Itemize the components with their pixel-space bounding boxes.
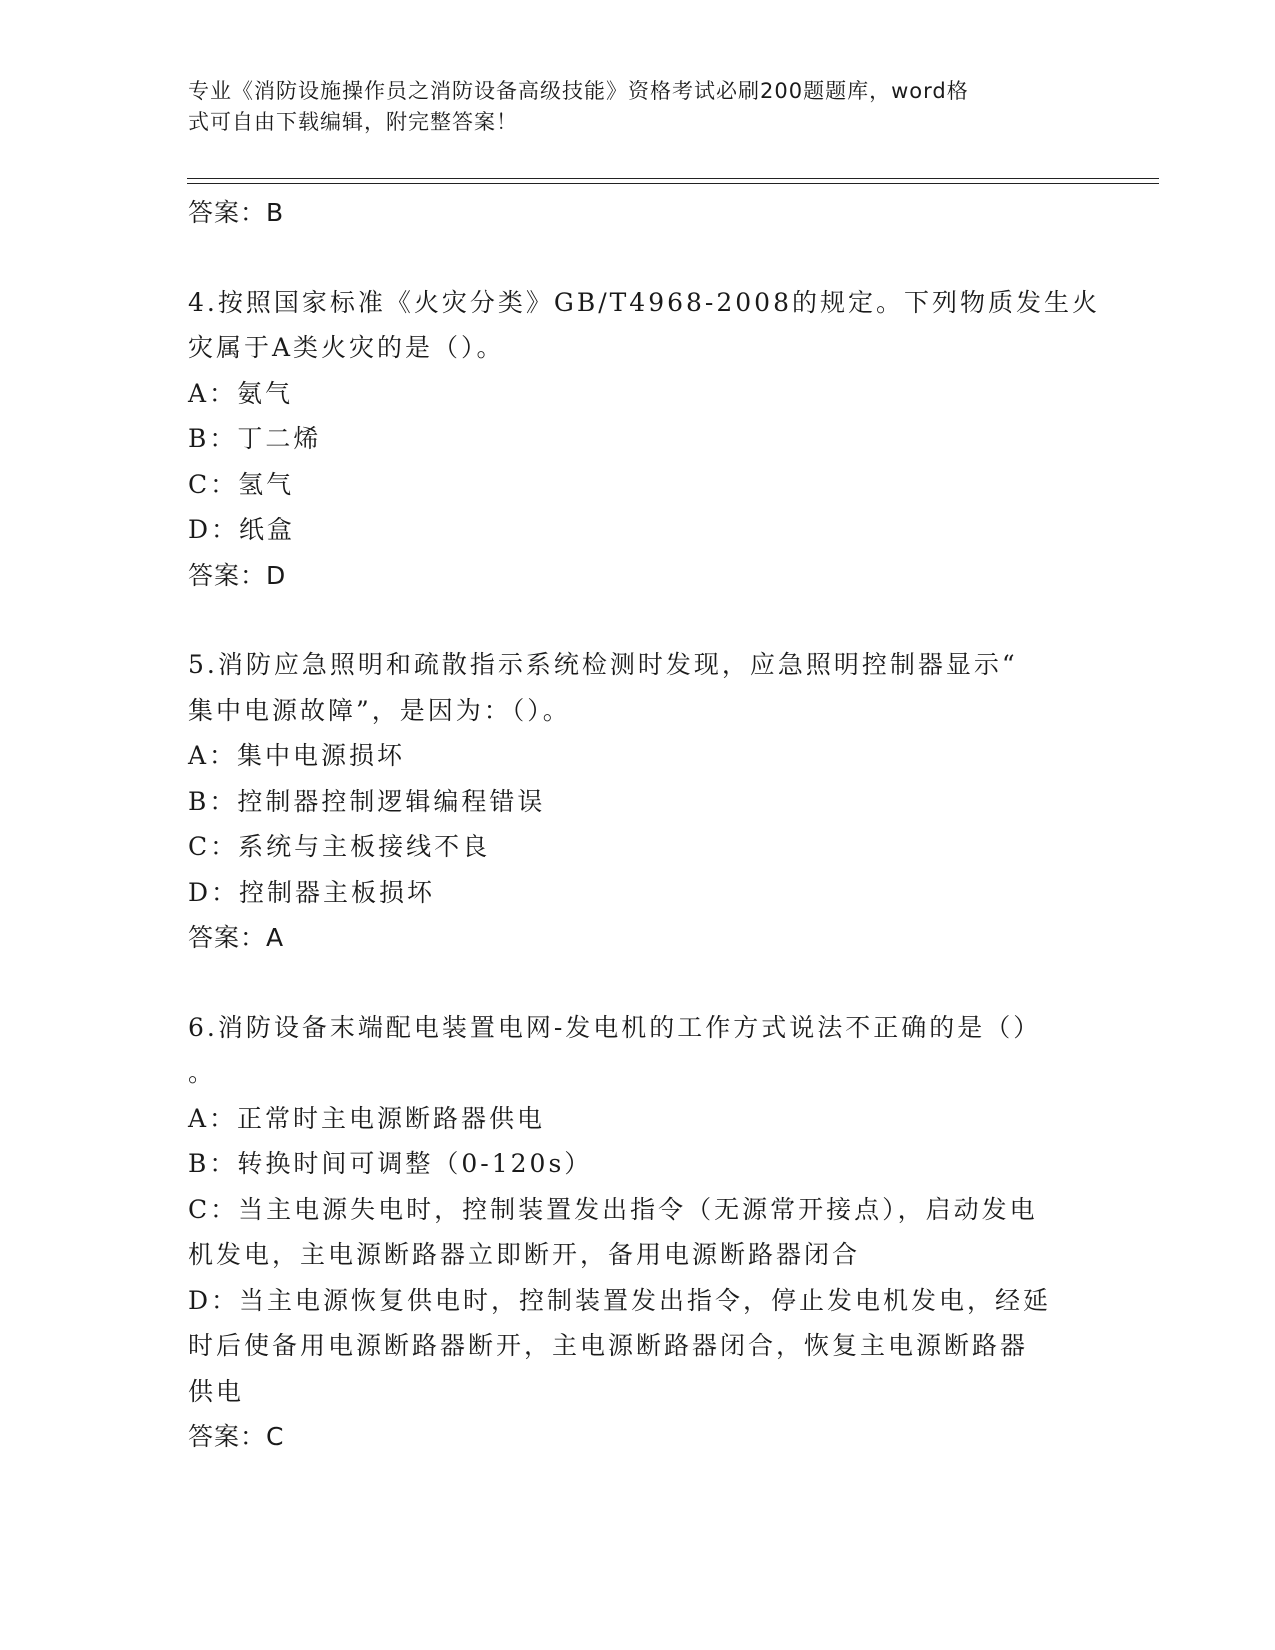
spacer: [188, 961, 1088, 1005]
question-text-line: 灾属于A类火灾的是（）。: [188, 333, 505, 362]
question-text-line: 5.消防应急照明和疏散指示系统检测时发现，应急照明控制器显示“: [188, 650, 1018, 679]
option-b: B：丁二烯: [188, 424, 322, 453]
question-list: [188, 190, 1100, 1460]
option-c: C：当主电源失电时，控制装置发出指令（无源常开接点），启动发电: [188, 1194, 1038, 1224]
answer-line: 答案：D: [188, 560, 287, 590]
question-6: [188, 1005, 1088, 1460]
option-d-continued: 供电: [188, 1376, 245, 1406]
spacer: [188, 598, 1088, 642]
question-4: [188, 280, 1100, 599]
question-text-line: 6.消防设备末端配电装置电网-发电机的工作方式说法不正确的是（）: [188, 1012, 1042, 1042]
answer-line: 答案：A: [188, 923, 285, 952]
question-text-line: 。: [188, 1058, 217, 1087]
option-d: D：纸盒: [188, 515, 296, 544]
header-divider-top: [187, 178, 1159, 179]
option-a: A：氨气: [188, 378, 294, 408]
option-c: C：氢气: [188, 469, 295, 499]
option-b: B：控制器控制逻辑编程错误: [188, 786, 546, 816]
answer-line: 答案：B: [188, 198, 285, 227]
option-d: D：当主电源恢复供电时，控制装置发出指令，停止发电机发电，经延: [188, 1285, 1052, 1315]
question-text-line: 4.按照国家标准《火灾分类》GB/T4968-2008的规定。下列物质发生火: [188, 287, 1100, 317]
header-line-2: 式可自由下载编辑，附完整答案！: [188, 110, 518, 134]
option-b: B：转换时间可调整（0-120s）: [188, 1149, 593, 1178]
header-line-1: 专业《消防设施操作员之消防设备高级技能》资格考试必刷200题题库，word格: [188, 79, 969, 103]
option-a: A：正常时主电源断路器供电: [188, 1103, 546, 1133]
question-5: [188, 642, 1088, 961]
option-c: C：系统与主板接线不良: [188, 832, 491, 861]
header-divider-bottom: [187, 183, 1159, 184]
document-header: [188, 76, 1088, 138]
option-c-continued: 机发电，主电源断路器立即断开，备用电源断路器闭合: [188, 1240, 861, 1269]
option-a: A：集中电源损坏: [188, 741, 406, 770]
spacer: [188, 236, 1088, 280]
answer-line: 答案：C: [188, 1422, 285, 1451]
option-d-continued: 时后使备用电源断路器断开，主电源断路器闭合，恢复主电源断路器: [188, 1331, 1029, 1360]
question-text-line: 集中电源故障”，是因为：（）。: [188, 695, 571, 725]
option-d: D：控制器主板损坏: [188, 877, 436, 907]
